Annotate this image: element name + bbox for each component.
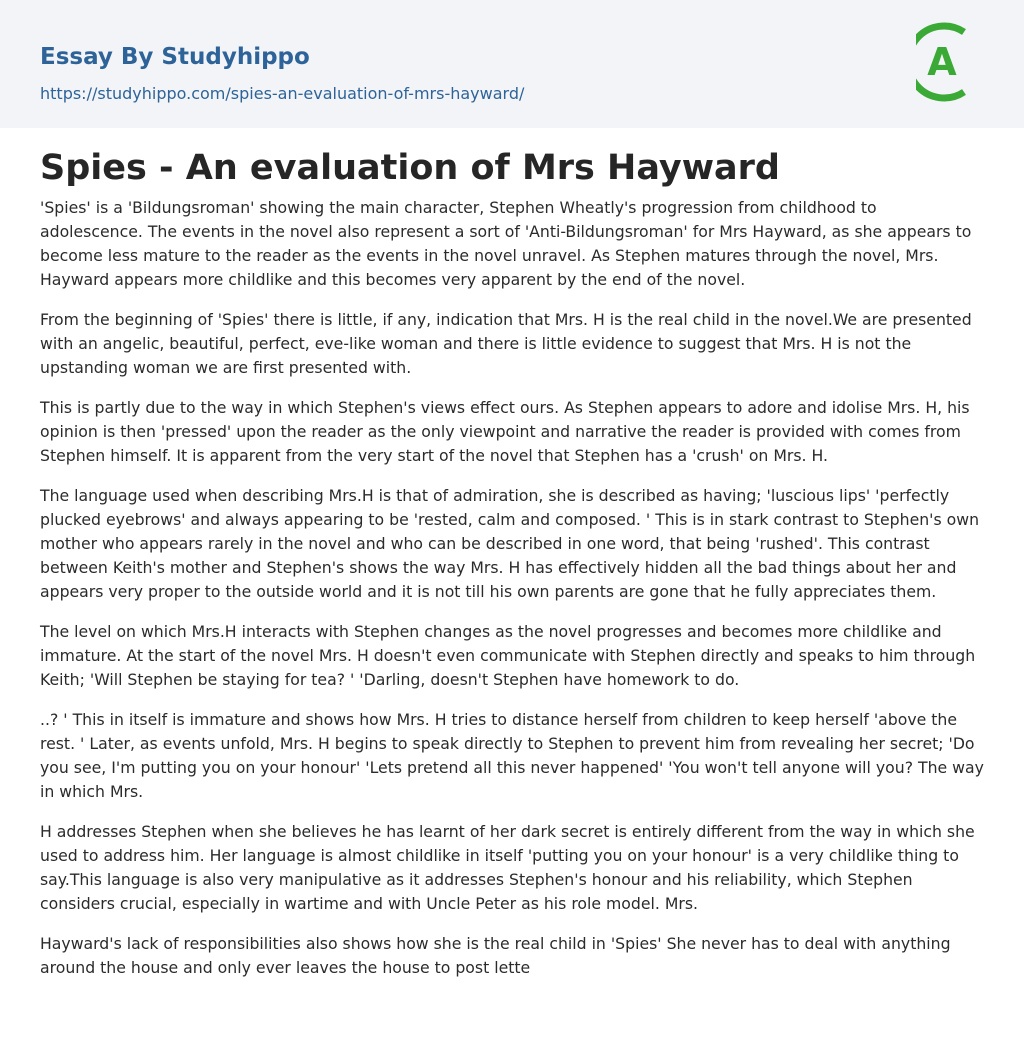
essay-title: Spies - An evaluation of Mrs Hayward (40, 148, 780, 188)
essay-content (0, 146, 1024, 980)
site-header (0, 0, 1024, 128)
essay-paragraph-2: From the beginning of 'Spies' there is little, if any, indication that Mrs. H is the real child in the novel.We are presented with an angelic, beautiful, perfect, eve-like woman and there is little evidence to suggest that Mrs. H is not the upstanding woman we are first presented with. (40, 310, 972, 377)
essay-paragraph-1: 'Spies' is a 'Bildungsroman' showing the main character, Stephen Wheatly's progression from childhood to adolescence. The events in the novel also represent a sort of 'Anti-Bildungsroman' for Mrs Hayward, as she appears to become less mature to the reader as the events in the novel unravel. As Stephen matures through the novel, Mrs. Hayward appears more childlike and this becomes very apparent by the end of the novel. (40, 198, 972, 289)
studyhippo-logo-icon[interactable] (916, 18, 986, 106)
essay-url-link[interactable]: https://studyhippo.com/spies-an-evaluation-of-mrs-hayward/ (40, 84, 525, 103)
logo-letter: A (927, 40, 957, 84)
essay-paragraph-6: ..? ' This in itself is immature and shows how Mrs. H tries to distance herself from children to keep herself 'above the rest. ' Later, as events unfold, Mrs. H begins to speak directly to Stephen to prevent him from revealing her secret; 'Do you see, I'm putting you on your honour' 'Lets pretend all this never happened' 'You won't tell anyone will you? The way in which Mrs. (40, 710, 984, 801)
essay-paragraph-4: The language used when describing Mrs.H is that of admiration, she is described as having; 'luscious lips' 'perfectly plucked eyebrows' and always appearing to be 'rested, calm and composed. ' This is in stark contrast to Stephen's own mother who appears rarely in the novel and who can be described in one word, that being 'rushed'. This contrast between Keith's mother and Stephen's shows the way Mrs. H has effectively hidden all the bad things about her and appears very proper to the outside world and it is not till his own parents are gone that he fully appreciates them. (40, 486, 980, 601)
essay-paragraph-3: This is partly due to the way in which Stephen's views effect ours. As Stephen appears to adore and idolise Mrs. H, his opinion is then 'pressed' upon the reader as the only viewpoint and narrative the reader is provided with comes from Stephen himself. It is apparent from the very start of the novel that Stephen has a 'crush' on Mrs. H. (40, 398, 970, 465)
essay-paragraph-7: H addresses Stephen when she believes he has learnt of her dark secret is entirely different from the way in which she used to address him. Her language is almost childlike in itself 'putting you on your honour' is a very childlike thing to say.This language is also very manipulative as it addresses Stephen's honour and his reliability, which Stephen considers crucial, especially in wartime and with Uncle Peter as his role model. Mrs. (40, 822, 975, 913)
site-brand[interactable]: Essay By Studyhippo (40, 44, 310, 70)
essay-paragraph-8: Hayward's lack of responsibilities also shows how she is the real child in 'Spies' She never has to deal with anything around the house and only ever leaves the house to post lette (40, 934, 951, 977)
essay-paragraph-5: The level on which Mrs.H interacts with Stephen changes as the novel progresses and becomes more childlike and immature. At the start of the novel Mrs. H doesn't even communicate with Stephen directly and speaks to him through Keith; 'Will Stephen be staying for tea? ' 'Darling, doesn't Stephen have homework to do. (40, 622, 976, 689)
